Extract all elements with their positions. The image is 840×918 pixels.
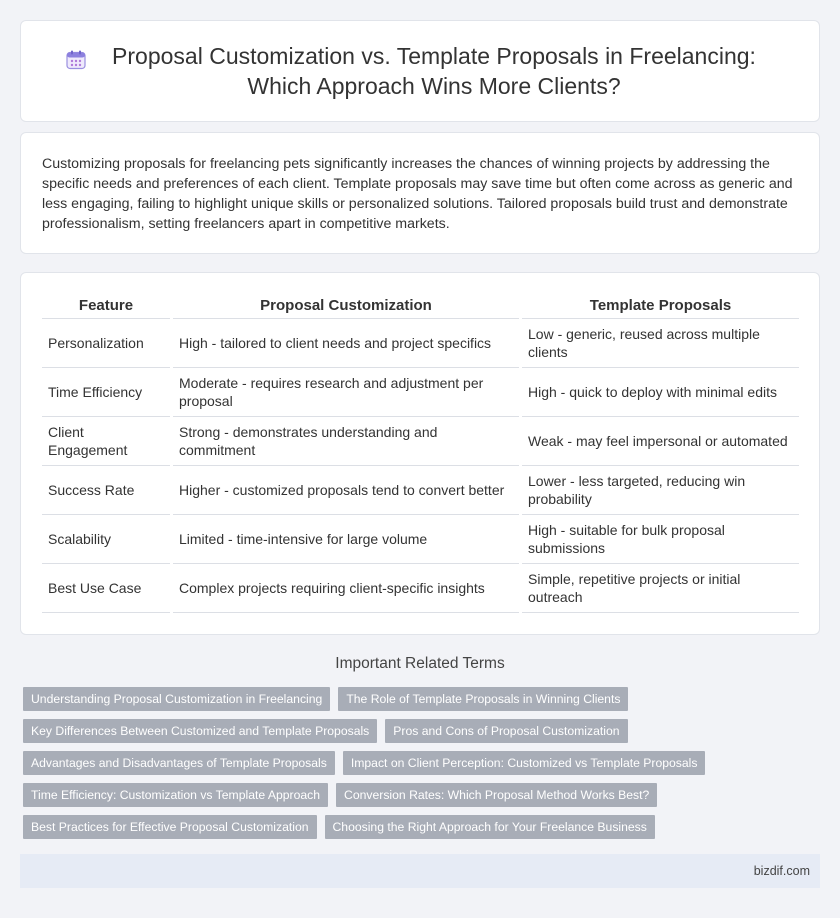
site-name[interactable]: bizdif.com [753,864,810,878]
table-row [42,564,799,613]
cell-customization: Strong - demonstrates understanding and commitment [173,417,519,466]
table-row [42,515,799,564]
footer-bar [20,854,820,888]
cell-feature: Client Engagement [42,417,170,466]
intro-card [20,132,820,254]
cell-customization: Limited - time-intensive for large volume [173,515,519,564]
header-proposal-customization: Proposal Customization [173,294,519,319]
related-term-link[interactable]: Choosing the Right Approach for Your Freelance Business [325,815,655,839]
related-term-link[interactable]: The Role of Template Proposals in Winning Clients [338,687,628,711]
cell-feature: Personalization [42,319,170,368]
table-header-row [42,294,799,319]
cell-template: Simple, repetitive projects or initial outreach [522,564,799,613]
related-term-link[interactable]: Key Differences Between Customized and Template Proposals [23,719,377,743]
cell-feature: Time Efficiency [42,368,170,417]
cell-feature: Best Use Case [42,564,170,613]
cell-customization: Higher - customized proposals tend to convert better [173,466,519,515]
header-template-proposals: Template Proposals [522,294,799,319]
table-row [42,319,799,368]
related-terms-list [23,687,813,847]
cell-template: Weak - may feel impersonal or automated [522,417,799,466]
cell-template: Lower - less targeted, reducing win probability [522,466,799,515]
comparison-table [42,294,799,613]
header-feature: Feature [42,294,170,319]
related-term-link[interactable]: Pros and Cons of Proposal Customization [385,719,627,743]
related-term-link[interactable]: Advantages and Disadvantages of Template Proposals [23,751,335,775]
table-row [42,417,799,466]
related-term-link[interactable]: Impact on Client Perception: Customized vs Template Proposals [343,751,706,775]
intro-paragraph: Customizing proposals for freelancing pets significantly increases the chances of winning projects by addressing the specific needs and preferences of each client. Template proposals may save time but often come across as generic and less engaging, failing to highlight unique skills or personalized solutions. Tailored proposals build trust and demonstrate professionalism, setting freelancers apart in competitive markets. [42,156,793,232]
related-term-link[interactable]: Time Efficiency: Customization vs Template Approach [23,783,328,807]
cell-customization: High - tailored to client needs and project specifics [173,319,519,368]
related-term-link[interactable]: Understanding Proposal Customization in Freelancing [23,687,330,711]
cell-feature: Success Rate [42,466,170,515]
cell-customization: Moderate - requires research and adjustment per proposal [173,368,519,417]
related-terms-heading: Important Related Terms [335,655,505,672]
related-term-link[interactable]: Conversion Rates: Which Proposal Method Works Best? [336,783,657,807]
cell-customization: Complex projects requiring client-specific insights [173,564,519,613]
title-card [20,20,820,122]
cell-feature: Scalability [42,515,170,564]
table-row [42,368,799,417]
cell-template: High - suitable for bulk proposal submissions [522,515,799,564]
comparison-card [20,272,820,635]
page-title: Proposal Customization vs. Template Proposals in Freelancing: Which Approach Wins More Clients? [112,43,756,99]
related-term-link[interactable]: Best Practices for Effective Proposal Customization [23,815,317,839]
table-row [42,466,799,515]
cell-template: Low - generic, reused across multiple clients [522,319,799,368]
cell-template: High - quick to deploy with minimal edits [522,368,799,417]
